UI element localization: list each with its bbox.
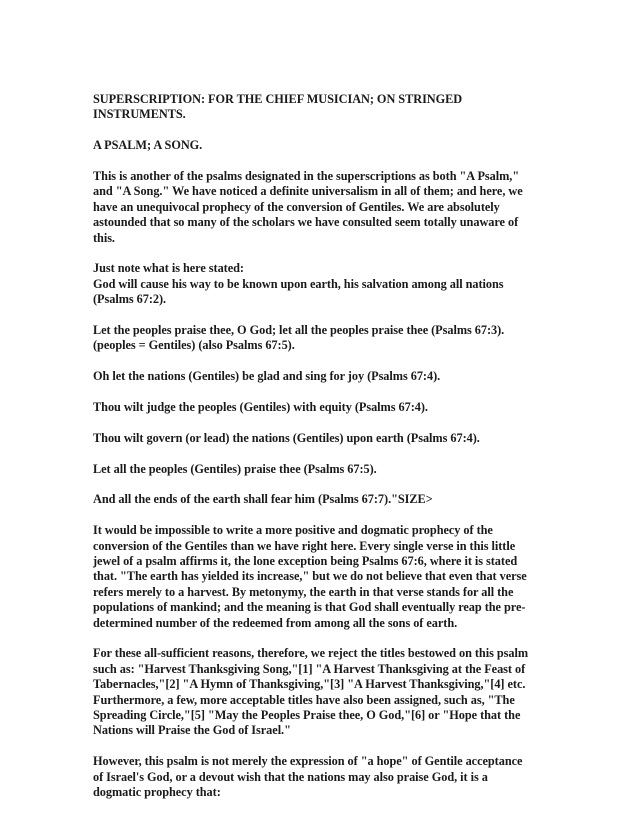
paragraph-psalm-song bbox=[93, 138, 553, 153]
text-line: have an unequivocal prophecy of the conversion of Gentiles. We are absolutely bbox=[93, 199, 500, 214]
text-line: determined number of the redeemed from among all the sons of earth. bbox=[93, 615, 458, 630]
text-line: of Israel's God, or a devout wish that the nations may also praise God, it is a bbox=[93, 769, 488, 784]
text-line: Thou wilt govern (or lead) the nations (Gentiles) upon earth (Psalms 67:4). bbox=[93, 430, 480, 445]
text-line: such as: "Harvest Thanksgiving Song,"[1] "A Harvest Thanksgiving at the Feast of bbox=[93, 661, 526, 676]
paragraph-stated bbox=[93, 261, 553, 307]
text-line: refers merely to a harvest. By metonymy, the earth in that verse stands for all the bbox=[93, 584, 514, 599]
paragraph-verse-5 bbox=[93, 462, 553, 477]
text-line: jewel of a psalm affirms it, the lone exception being Psalms 67:6, where it is stated bbox=[93, 554, 518, 569]
text-line: astounded that so many of the scholars we have consulted seem totally unaware of bbox=[93, 215, 519, 230]
text-line: populations of mankind; and the meaning is that God shall eventually reap the pre- bbox=[93, 600, 526, 615]
text-line: Oh let the nations (Gentiles) be glad and sing for joy (Psalms 67:4). bbox=[93, 369, 441, 384]
text-line: Furthermore, a few, more acceptable titles have also been assigned, such as, "The bbox=[93, 692, 515, 707]
text-line: Just note what is here stated: bbox=[93, 261, 244, 276]
paragraph-however bbox=[93, 754, 553, 800]
paragraph-verse-4b bbox=[93, 400, 553, 415]
text-line: Nations will Praise the God of Israel." bbox=[93, 723, 291, 738]
text-line: For these all-sufficient reasons, therefore, we reject the titles bestowed on this psalm bbox=[93, 646, 529, 661]
text-line: this. bbox=[93, 230, 115, 245]
paragraph-intro bbox=[93, 169, 553, 246]
text-line: INSTRUMENTS. bbox=[93, 107, 186, 122]
document-page bbox=[93, 92, 553, 816]
text-line: Let the peoples praise thee, O God; let all the peoples praise thee (Psalms 67:3). bbox=[93, 323, 505, 338]
text-line: dogmatic prophecy that: bbox=[93, 785, 221, 800]
text-line: conversion of the Gentiles than we have right here. Every single verse in this little bbox=[93, 538, 516, 553]
text-line: Spreading Circle,"[5] "May the Peoples Praise thee, O God,"[6] or "Hope that the bbox=[93, 708, 521, 723]
text-line: Let all the peoples (Gentiles) praise thee (Psalms 67:5). bbox=[93, 461, 377, 476]
text-line: However, this psalm is not merely the expression of "a hope" of Gentile acceptance bbox=[93, 754, 523, 769]
paragraph-verse-4a bbox=[93, 369, 553, 384]
text-line: It would be impossible to write a more positive and dogmatic prophecy of the bbox=[93, 523, 493, 538]
paragraph-verse-7 bbox=[93, 492, 553, 507]
text-line: SUPERSCRIPTION: FOR THE CHIEF MUSICIAN; ON STRINGED bbox=[93, 92, 463, 106]
text-line: This is another of the psalms designated in the superscriptions as both "A Psalm," bbox=[93, 169, 520, 183]
text-line: and "A Song." We have noticed a definite universalism in all of them; and here, we bbox=[93, 184, 523, 199]
text-line: Thou wilt judge the peoples (Gentiles) with equity (Psalms 67:4). bbox=[93, 400, 428, 415]
paragraph-titles bbox=[93, 646, 553, 738]
text-line: that. "The earth has yielded its increase," but we do not believe that even that verse bbox=[93, 569, 527, 584]
text-line: God will cause his way to be known upon earth, his salvation among all nations bbox=[93, 276, 504, 291]
text-line: A PSALM; A SONG. bbox=[93, 138, 203, 153]
text-line: (Psalms 67:2). bbox=[93, 292, 167, 307]
paragraph-impossible bbox=[93, 523, 553, 631]
paragraph-verse-3 bbox=[93, 323, 553, 354]
paragraph-verse-4c bbox=[93, 431, 553, 446]
text-line: (peoples = Gentiles) (also Psalms 67:5). bbox=[93, 338, 295, 353]
paragraph-superscription bbox=[93, 92, 553, 123]
text-line: And all the ends of the earth shall fear him (Psalms 67:7)."SIZE> bbox=[93, 492, 433, 507]
text-line: Tabernacles,"[2] "A Hymn of Thanksgiving,"[3] "A Harvest Thanksgiving,"[4] etc. bbox=[93, 677, 526, 692]
